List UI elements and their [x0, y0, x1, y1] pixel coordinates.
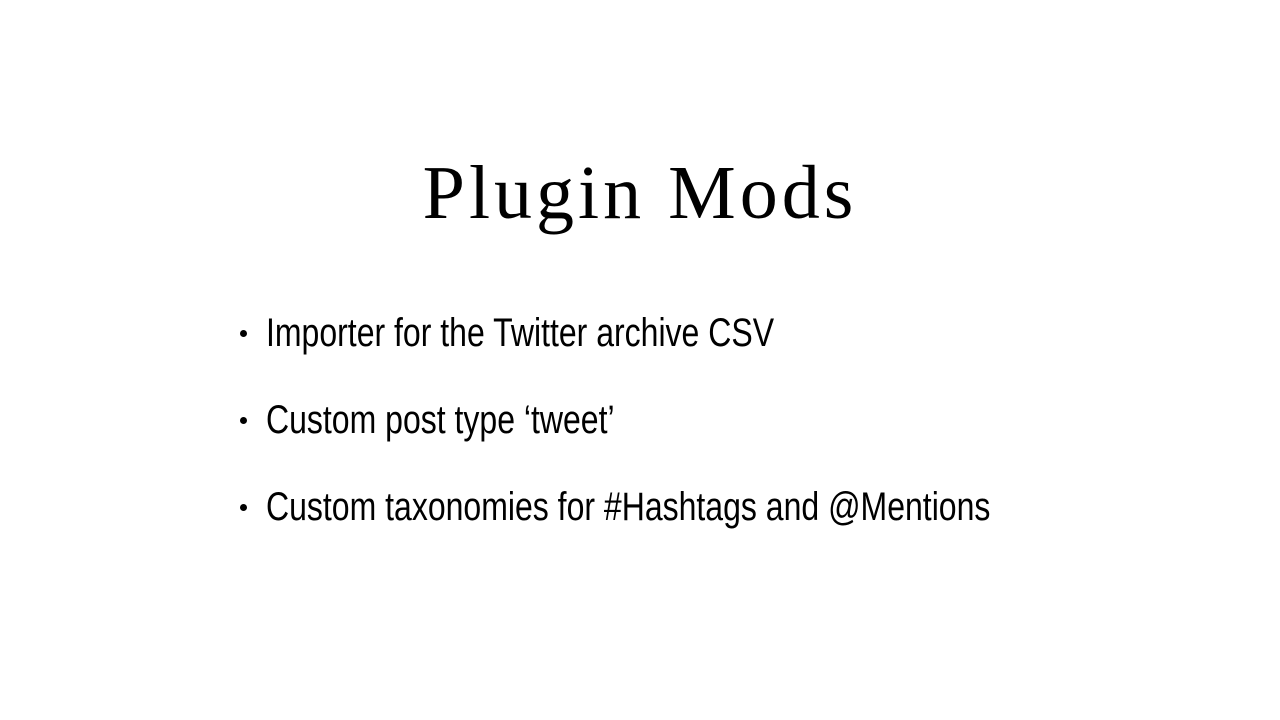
bullet-dot-icon: [240, 417, 247, 424]
slide-title: Plugin Mods: [422, 151, 858, 235]
list-item: [240, 482, 1172, 532]
bullet-list: [240, 308, 1172, 569]
list-item: [240, 395, 1172, 445]
bullet-dot-icon: [240, 330, 247, 337]
bullet-text: Custom post type ‘tweet’: [266, 398, 615, 442]
bullet-dot-icon: [240, 504, 247, 511]
bullet-text: Custom taxonomies for #Hashtags and @Mentions: [266, 485, 991, 529]
bullet-text: Importer for the Twitter archive CSV: [266, 311, 775, 355]
list-item: [240, 308, 1172, 358]
